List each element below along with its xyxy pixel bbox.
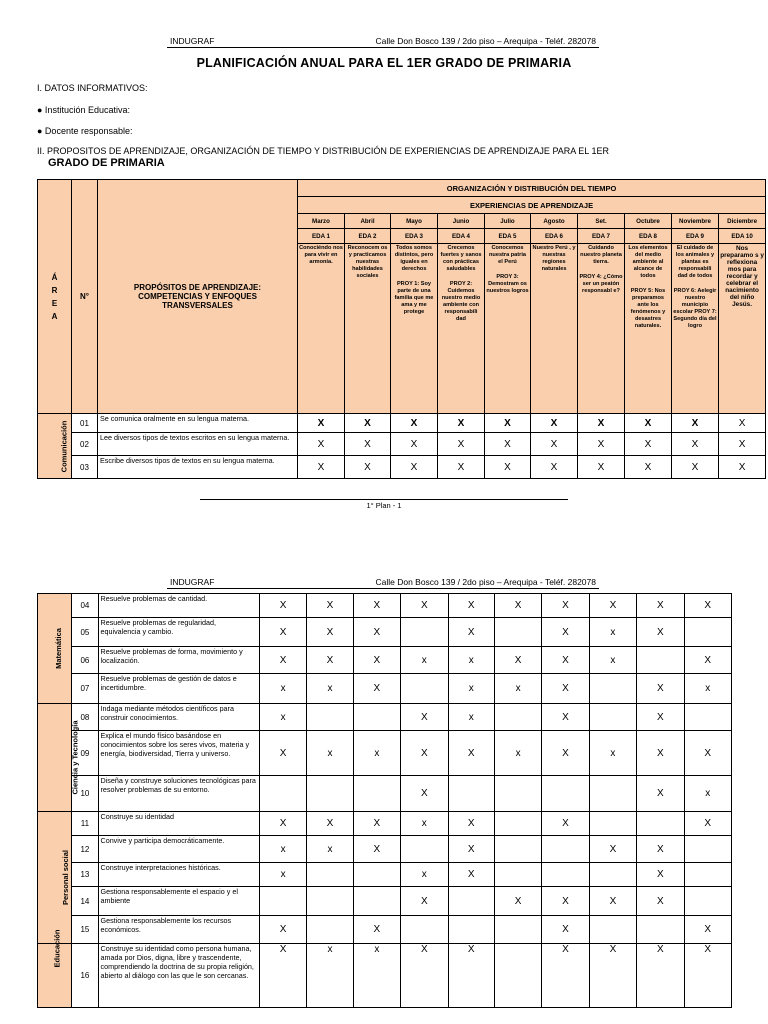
project-label: PROY 1: Soy parte de una familia que me ama y me protege (394, 281, 434, 315)
experience-cell (391, 244, 438, 414)
competency-number: 16 (72, 944, 98, 1008)
mark-cell: x (589, 618, 636, 647)
eda-cell: EDA 9 (672, 229, 719, 244)
mark-cell (542, 863, 589, 887)
mark-cell (353, 704, 400, 731)
mark-cell (448, 916, 494, 944)
area-header (38, 180, 72, 414)
eda-cell: EDA 8 (625, 229, 672, 244)
mark-cell: x (684, 674, 731, 704)
competency-number: 13 (72, 863, 98, 887)
mark-cell: X (542, 704, 589, 731)
mark-cell: X (353, 647, 400, 674)
mark-cell (684, 863, 731, 887)
competency-number: 05 (72, 618, 98, 647)
mark-cell: X (259, 618, 306, 647)
mark-cell: X (542, 647, 589, 674)
mark-cell (353, 776, 400, 812)
mark-cell (307, 863, 353, 887)
eda-cell: EDA 10 (719, 229, 766, 244)
mark-cell (684, 618, 731, 647)
mark-cell (589, 916, 636, 944)
mark-cell: X (684, 731, 731, 776)
mark-cell: X (485, 433, 531, 456)
mark-cell: X (625, 414, 672, 433)
section-datos-informativos: I. DATOS INFORMATIVOS: (37, 83, 148, 93)
area-cell (38, 929, 72, 1008)
mark-cell: X (672, 433, 719, 456)
mark-cell: X (391, 414, 438, 433)
mark-cell: x (494, 674, 541, 704)
mark-cell (307, 704, 353, 731)
competency-description: Lee diversos tipos de textos escritos en su lengua materna. (98, 433, 298, 456)
mark-cell: X (542, 594, 589, 618)
mark-cell: x (684, 776, 731, 812)
experience-cell (438, 244, 485, 414)
experience-cell (531, 244, 578, 414)
mark-cell (494, 776, 541, 812)
competency-number: 14 (72, 887, 98, 916)
mark-cell: X (637, 887, 684, 916)
table-row (38, 456, 766, 479)
competency-description: Resuelve problemas de regularidad, equivalencia y cambio. (98, 618, 259, 647)
header-company: INDUGRAF (170, 577, 215, 587)
competency-description: Construye interpretaciones históricas. (98, 863, 259, 887)
mark-cell (353, 887, 400, 916)
competency-number: 07 (72, 674, 98, 704)
mark-cell: X (401, 887, 448, 916)
mark-cell: X (625, 456, 672, 479)
competency-description: Resuelve problemas de forma, movimiento y localización. (98, 647, 259, 674)
mark-cell: X (345, 456, 391, 479)
mark-cell: X (401, 594, 448, 618)
experience-cell (672, 244, 719, 414)
mark-cell (494, 618, 541, 647)
mark-cell: X (637, 594, 684, 618)
competency-description: Construye su identidad (98, 812, 259, 836)
section-propositos: II. PROPOSITOS DE APRENDIZAJE, ORGANIZACIÓN DE TIEMPO Y DISTRIBUCIÓN DE EXPERIENCIAS DE APRENDIZAJE PARA EL 1ER (37, 146, 609, 156)
month-cell: Diciembre (719, 214, 766, 229)
project-label: PROY 6: Aelegir nuestro municipio escolar PROY 7: Segundo día del logro (673, 288, 717, 329)
mark-cell: X (494, 647, 541, 674)
mark-cell: X (637, 776, 684, 812)
mark-cell: x (448, 704, 494, 731)
mark-cell (494, 944, 541, 1008)
mark-cell: X (448, 594, 494, 618)
mark-cell (353, 863, 400, 887)
mark-cell (494, 704, 541, 731)
mark-cell: x (259, 863, 306, 887)
mark-cell: x (448, 674, 494, 704)
mark-cell: X (353, 618, 400, 647)
mark-cell: X (578, 433, 625, 456)
experience-cell (345, 244, 391, 414)
mark-cell: X (684, 916, 731, 944)
mark-cell: X (637, 704, 684, 731)
competency-description: Gestiona responsablemente los recursos económicos. (98, 916, 259, 944)
mark-cell: X (637, 863, 684, 887)
header-address: Calle Don Bosco 139 / 2do piso – Arequipa - Teléf. 282078 (375, 577, 596, 587)
area-name: Ciencia y Tecnología (70, 720, 80, 795)
mark-cell: X (259, 916, 306, 944)
experience-title: Conociéndo nos para vivir en armonía. (299, 245, 343, 265)
competency-number: 01 (72, 414, 98, 433)
area-header-label: Á R E A (51, 272, 58, 321)
mark-cell: x (259, 704, 306, 731)
header-company: INDUGRAF (170, 36, 215, 46)
competency-number: 02 (72, 433, 98, 456)
competency-description: Indaga mediante métodos científicos para construir conocimientos. (98, 704, 259, 731)
competency-number: 04 (72, 594, 98, 618)
month-cell: Noviembre (672, 214, 719, 229)
mark-cell: X (353, 812, 400, 836)
mark-cell: x (307, 674, 353, 704)
experience-title: Nos preparamo s y reflexiona mos para recordar y celebrar el nacimiento del niño Jesús. (720, 245, 764, 308)
mark-cell: X (589, 887, 636, 916)
mark-cell: X (353, 836, 400, 863)
mark-cell: x (307, 731, 353, 776)
mark-cell: X (542, 674, 589, 704)
mark-cell: X (672, 414, 719, 433)
mark-cell: X (345, 433, 391, 456)
mark-cell (542, 836, 589, 863)
mark-cell (494, 916, 541, 944)
experience-title: Cuidando nuestro planeta tierra. (580, 245, 622, 265)
month-cell: Set. (578, 214, 625, 229)
mark-cell (684, 836, 731, 863)
purposes-header: PROPÓSITOS DE APRENDIZAJE: COMPETENCIAS Y ENFOQUES TRANSVERSALES (98, 180, 298, 414)
competency-description: Gestiona responsablemente el espacio y el ambiente (98, 887, 259, 916)
field-docente: ● Docente responsable: (37, 126, 133, 136)
mark-cell: X (589, 836, 636, 863)
mark-cell (684, 704, 731, 731)
mark-cell: x (307, 836, 353, 863)
competency-number: 08 (72, 704, 98, 731)
mark-cell (401, 674, 448, 704)
mark-cell: X (298, 433, 345, 456)
competency-description: Convive y participa democráticamente. (98, 836, 259, 863)
header-address: Calle Don Bosco 139 / 2do piso – Arequipa - Teléf. 282078 (375, 36, 596, 46)
area-cell (38, 704, 80, 812)
mark-cell (494, 836, 541, 863)
eda-cell: EDA 5 (485, 229, 531, 244)
page1-header (167, 34, 599, 48)
experience-cell (485, 244, 531, 414)
section-propositos-grade: GRADO DE PRIMARIA (48, 157, 165, 169)
eda-cell: EDA 2 (345, 229, 391, 244)
mark-cell: x (401, 812, 448, 836)
table-row (38, 944, 732, 1008)
competency-number: 15 (72, 916, 98, 944)
competency-description: Resuelve problemas de gestión de datos e incertidumbre. (98, 674, 259, 704)
mark-cell: X (485, 456, 531, 479)
mark-cell: x (448, 647, 494, 674)
mark-cell: X (448, 812, 494, 836)
mark-cell: X (259, 812, 306, 836)
eda-cell: EDA 3 (391, 229, 438, 244)
mark-cell: X (345, 414, 391, 433)
mark-cell: X (298, 456, 345, 479)
mark-cell: X (719, 433, 766, 456)
competency-number: 12 (72, 836, 98, 863)
mark-cell: X (448, 731, 494, 776)
mark-cell: X (684, 812, 731, 836)
area-cell (38, 414, 72, 479)
mark-cell: x (259, 674, 306, 704)
mark-cell (589, 674, 636, 704)
experiences-header: EXPERIENCIAS DE APRENDIZAJE (298, 197, 766, 214)
competency-number: 10 (72, 776, 98, 812)
mark-cell: X (401, 776, 448, 812)
mark-cell: X (531, 456, 578, 479)
eda-cell: EDA 1 (298, 229, 345, 244)
competency-description: Explica el mundo físico basándose en conocimientos sobre los seres vivos, materia y energía, biodiversidad, Tierra y universo. (98, 731, 259, 776)
mark-cell: X (353, 674, 400, 704)
table-row (38, 647, 732, 674)
mark-cell: X (542, 887, 589, 916)
mark-cell: X (401, 704, 448, 731)
area-name: Comunicación (59, 420, 69, 472)
table-row (38, 776, 732, 812)
month-cell: Marzo (298, 214, 345, 229)
mark-cell: X (684, 594, 731, 618)
mark-cell: x (494, 731, 541, 776)
mark-cell (637, 647, 684, 674)
eda-cell: EDA 6 (531, 229, 578, 244)
table-row (38, 836, 732, 863)
mark-cell: x (307, 944, 353, 1008)
competency-description: Se comunica oralmente en su lengua materna. (98, 414, 298, 433)
mark-cell: x (259, 836, 306, 863)
mark-cell: x (353, 944, 400, 1008)
mark-cell (637, 812, 684, 836)
mark-cell: X (298, 414, 345, 433)
mark-cell: X (401, 944, 448, 1008)
mark-cell (684, 887, 731, 916)
mark-cell (494, 812, 541, 836)
mark-cell (589, 704, 636, 731)
experience-cell (719, 244, 766, 414)
table-row (38, 414, 766, 433)
project-label: PROY 2: Cuidemos nuestro medio ambiente con responsabili dad (441, 281, 481, 322)
mark-cell: X (307, 594, 353, 618)
mark-cell: X (637, 944, 684, 1008)
mark-cell: X (719, 414, 766, 433)
area-cell (38, 594, 72, 704)
mark-cell (259, 887, 306, 916)
mark-cell: X (531, 414, 578, 433)
mark-cell (401, 836, 448, 863)
mark-cell: x (401, 647, 448, 674)
month-cell: Junio (438, 214, 485, 229)
competency-number: 11 (72, 812, 98, 836)
mark-cell: X (259, 731, 306, 776)
mark-cell (401, 618, 448, 647)
mark-cell: X (485, 414, 531, 433)
mark-cell: X (637, 618, 684, 647)
mark-cell: X (307, 647, 353, 674)
competency-description: Construye su identidad como persona humana, amada por Dios, digna, libre y trascendente, comprendiendo la doctrina de su propia religión, abierto al diálogo con las que le son cercanas. (98, 944, 259, 1008)
mark-cell (448, 887, 494, 916)
mark-cell (448, 776, 494, 812)
field-institucion: ● Institución Educativa: (37, 105, 130, 115)
month-cell: Abril (345, 214, 391, 229)
mark-cell: X (494, 594, 541, 618)
mark-cell (589, 863, 636, 887)
page1-footer: 1° Plan - 1 (200, 499, 568, 510)
mark-cell (307, 916, 353, 944)
table-row (38, 433, 766, 456)
mark-cell: X (542, 731, 589, 776)
mark-cell: X (625, 433, 672, 456)
table-row (38, 704, 732, 731)
competency-number: 09 (72, 731, 98, 776)
mark-cell: X (259, 594, 306, 618)
mark-cell (494, 863, 541, 887)
mark-cell: X (401, 731, 448, 776)
competency-number: 06 (72, 647, 98, 674)
planning-table-page2 (37, 593, 732, 1008)
experience-title: Todos somos distintos, pero iguales en derechos (394, 245, 434, 272)
mark-cell (589, 812, 636, 836)
mark-cell (542, 776, 589, 812)
mark-cell: X (637, 674, 684, 704)
experience-cell (298, 244, 345, 414)
eda-cell: EDA 7 (578, 229, 625, 244)
area-name: Educación (52, 929, 62, 968)
mark-cell (589, 776, 636, 812)
mark-cell: x (353, 731, 400, 776)
competency-number: 03 (72, 456, 98, 479)
mark-cell (307, 776, 353, 812)
month-cell: Agosto (531, 214, 578, 229)
mark-cell: X (578, 456, 625, 479)
mark-cell: X (448, 863, 494, 887)
table-row (38, 594, 732, 618)
mark-cell: X (589, 944, 636, 1008)
mark-cell: X (438, 456, 485, 479)
table-row (38, 863, 732, 887)
mark-cell: X (307, 812, 353, 836)
mark-cell (401, 916, 448, 944)
mark-cell (637, 916, 684, 944)
mark-cell: X (684, 944, 731, 1008)
table-row (38, 731, 732, 776)
area-cell (38, 812, 72, 944)
experience-cell (578, 244, 625, 414)
mark-cell: X (353, 594, 400, 618)
month-cell: Julio (485, 214, 531, 229)
mark-cell: X (353, 916, 400, 944)
mark-cell: X (448, 944, 494, 1008)
month-cell: Mayo (391, 214, 438, 229)
area-name: Matemática (53, 628, 63, 669)
mark-cell: X (494, 887, 541, 916)
experience-title: Los elementos del medio ambiente al alcance de todos (628, 245, 668, 279)
experience-title: El cuidado de los animales y plantas es responsabili dad de todos (675, 245, 715, 279)
competency-description: Escribe diversos tipos de textos en su lengua materna. (98, 456, 298, 479)
mark-cell: X (438, 433, 485, 456)
mark-cell: x (589, 731, 636, 776)
table-row (38, 618, 732, 647)
mark-cell: X (542, 812, 589, 836)
mark-cell (307, 887, 353, 916)
mark-cell: X (542, 944, 589, 1008)
table-row (38, 812, 732, 836)
mark-cell: X (438, 414, 485, 433)
mark-cell: X (448, 836, 494, 863)
mark-cell: X (684, 647, 731, 674)
organization-header: ORGANIZACIÓN Y DISTRIBUCIÓN DEL TIEMPO (298, 180, 766, 197)
page2-header (167, 575, 599, 589)
experience-title: Reconocem os y practicamos nuestras habilidades sociales (347, 245, 388, 279)
mark-cell: X (531, 433, 578, 456)
mark-cell: X (542, 916, 589, 944)
mark-cell: X (542, 618, 589, 647)
experience-title: Nuestro Perú , y nuestras regiones naturales (532, 245, 576, 272)
table-row (38, 674, 732, 704)
eda-cell: EDA 4 (438, 229, 485, 244)
project-label: PROY 3: Demostram os nuestros logros (486, 274, 529, 294)
mark-cell: x (589, 647, 636, 674)
mark-cell: X (578, 414, 625, 433)
mark-cell: X (259, 647, 306, 674)
project-label: PROY 4: ¿Cómo ser un peatón responsabl e? (579, 274, 623, 294)
project-label: PROY 5: Nos preparamos ante los fenómenos y desastres naturales. (630, 288, 666, 329)
mark-cell: X (637, 731, 684, 776)
document-title: PLANIFICACIÓN ANUAL PARA EL 1ER GRADO DE PRIMARIA (196, 56, 572, 70)
number-header: N° (72, 180, 98, 414)
area-name: Personal social (61, 849, 71, 906)
competency-description: Diseña y construye soluciones tecnológicas para resolver problemas de su entorno. (98, 776, 259, 812)
mark-cell: X (589, 594, 636, 618)
month-cell: Octubre (625, 214, 672, 229)
experience-title: Crecemos fuertes y sanos con prácticas saludables (440, 245, 482, 272)
mark-cell: X (637, 836, 684, 863)
mark-cell: X (307, 618, 353, 647)
mark-cell: X (719, 456, 766, 479)
planning-table-page1 (37, 179, 766, 479)
mark-cell (259, 776, 306, 812)
mark-cell: X (448, 618, 494, 647)
mark-cell: X (259, 944, 306, 1008)
experience-title: Conocemos nuestra patria el Perú (489, 245, 526, 265)
experience-cell (625, 244, 672, 414)
mark-cell: X (672, 456, 719, 479)
mark-cell: X (391, 433, 438, 456)
mark-cell: x (401, 863, 448, 887)
table-row (38, 916, 732, 944)
competency-description: Resuelve problemas de cantidad. (98, 594, 259, 618)
mark-cell: X (391, 456, 438, 479)
table-row (38, 887, 732, 916)
